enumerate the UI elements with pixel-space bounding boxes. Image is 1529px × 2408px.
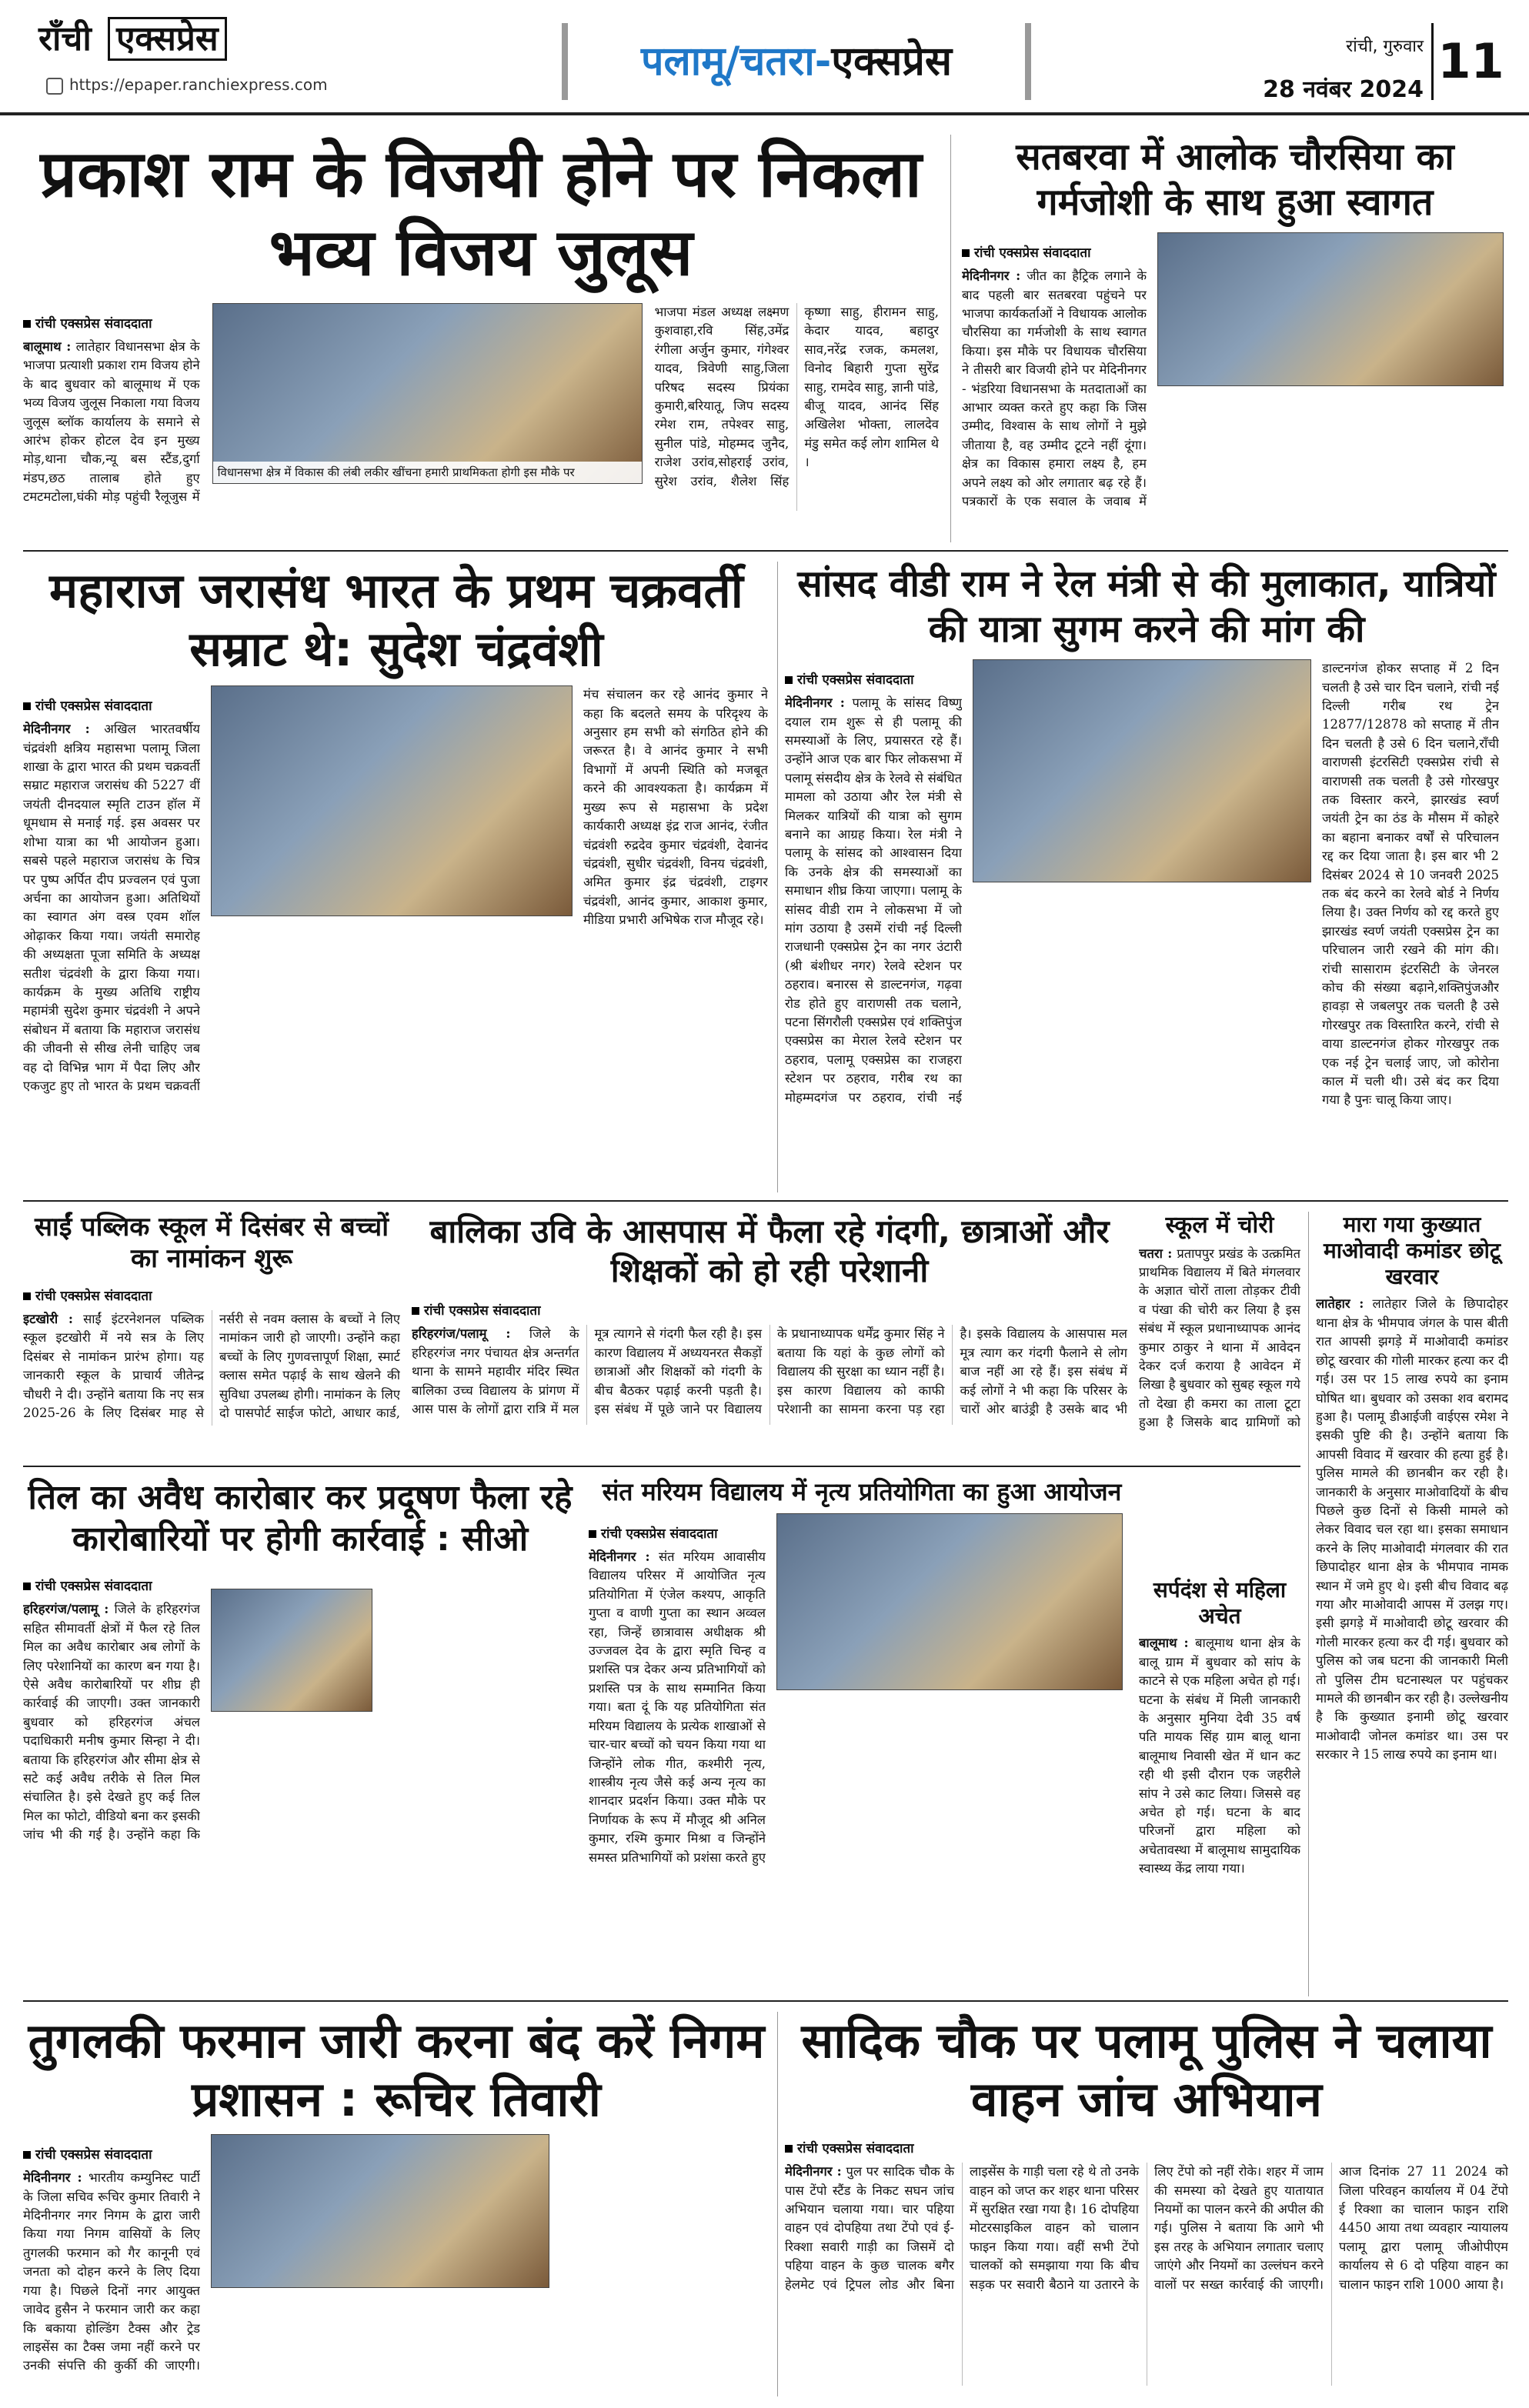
article-body — [589, 1548, 766, 1871]
article-text: भाजपा मंडल अध्यक्ष लक्ष्मण कुशवाहा,रवि सिंह,उमेंद्र रंगीला अर्जुन कुमार, गंगेश्वर यादव, त्रिवेणी साहु,जिला परिषद सदस्य प्रियंका कुमारी,बरियातू, जिप सदस्य रमेश राम, तपेश्वर साहु, सुनील पांडे, मोहम्मद जुनैद, राजेश उरांव,सोहराई उरांव, सुरेश उरांव, शैलेश सिंह कृष्णा साहु, हीरामन साहु, केदार यादव, बहादुर साव,नरेंद्र रजक, कमलश, विनोद बिहारी गुप्ता सुरेंद्र साहु, रामदेव साहु, ज्ञानी पांडे, बीजू यादव, आनंद सिंह अखिलेश भोक्ता, लालदेव मंडु समेत कई लोग शामिल थे । — [654, 304, 939, 489]
article-headline: सादिक चौक पर पलामू पुलिस ने चलाया वाहन जांच अभियान — [801, 2013, 1492, 2127]
article-municipal-order — [23, 2012, 770, 2396]
column-divider — [1308, 1212, 1309, 1996]
column-divider — [777, 2012, 778, 2396]
article-dateline: हरिहरगंज/पलामू : — [412, 1326, 511, 1342]
article-headline: तिल का अवैध कारोबार कर प्रदूषण फैला रहे कारोबारियों पर होगी कार्रवाई : सीओ — [28, 1478, 573, 1559]
article-byline: रांची एक्सप्रेस संवाददाता — [23, 1286, 400, 1304]
article-byline: रांची एक्सप्रेस संवाददाता — [23, 696, 200, 714]
article-body-continued — [655, 303, 939, 511]
welcome-photo — [1157, 232, 1504, 386]
article-text: लातेहार जिले के छिपादोहर थाना क्षेत्र के भीमपाव जंगल के पास बीती रात आपसी झगड़े में माओवादी कमांडर छोटू खरवार की गोली मारकर हत्या कर दी गई। उस पर 15 लाख रुपये का इनाम घोषित था। बुधवार को उसका शव बरामद हुआ है। पलामू डीआईजी वाईएस रमेश ने इसकी पुष्टि की है। उन्होंने बताया कि आपसी विवाद में खरवार की हत्या हुई है। पुलिस मामले की छानबीन कर रही है। जानकारी के अनुसार माओवादियों के बीच पिछले कुछ दिनों से किसी मामले को लेकर विवाद चल रहा था। इसका समाधान करने के लिए माओवादी मंगलवार की रात छिपादोहर थाना क्षेत्र के भीमपाव नामक स्थान में जमे हुए थे। इसी बीच विवाद बढ़ गया और माओवादी आपस में उलझ गए। इसी झगड़े में माओवादी छोटू खरवार की गोली मारकर हत्या कर दी गई। बुधवार को पुलिस को जब घटना की जानकारी मिली तो पुलिस टीम घटनास्थल पर पहुंचकर मामले की छानबीन कर रही है। उल्लेखनीय है कि कुख्यात इनामी छोटू खरवार माओवादी जोनल कमांडर था। उस पर सरकार ने 15 लाख रुपये का इनाम था। — [1316, 1296, 1508, 1763]
article-text: जीत का हैट्रिक लगाने के बाद पहली बार सतबरवा पहुंचने पर भाजपा कार्यकर्ताओं ने विधायक आलोक चौरसिया का गर्मजोशी के साथ स्वागत किया। इस मौके पर विधायक चौरसिया ने तीसरी बार विजयी होने पर मेदिनीनगर - भंडरिया विधानसभा के मतदाताओं का आभार व्यक्त करते हुए कहा कि जिस उम्मीद, विश्वास के साथ लोगों ने मुझे जीताया है, वह उम्मीद टूटने नहीं दूंगा। क्षेत्र का विकास हमारा लक्ष्य है, हम अपने लक्ष्य को ओर लगातार बढ़ रहे हैं। पत्रकारों के एक सवाल के जवाब में — [962, 268, 1147, 509]
article-text: लातेहार विधानसभा क्षेत्र के भाजपा प्रत्याशी प्रकाश राम विजय होने के बाद बुधवार को बालूमाथ में एक भव्य विजय जुलूस निकाला गया विजय जुलूस ब्लॉक कार्यालय के समाने से आरंभ होकर होटल देव इन मुख्य मोड़,थाना चौक,न्यू बस स्टैंड,दुर्गा मंडप,छठ तालाब होते हुए टमटमटोला,घंकी मोड़ पहुंची रैलूजुस में — [23, 339, 200, 505]
article-dateline: इटखोरी : — [23, 1311, 73, 1326]
article-text: बालूमाथ थाना क्षेत्र के बालू ग्राम में बुधवार को सांप के काटने से एक महिला अचेत हो गई। घटना के संबंध में मिली जानकारी के अनुसार मुनिया देवी 35 वर्ष पति मायक सिंह ग्राम बालू थाना बालूमाथ निवासी खेत में धान कट रही थी इसी दौरान एक जहरीले सांप ने उसे काट लिया। जिससे वह अचेत हो गई। घटना के बाद परिजनों द्वारा महिला को अचेतावस्था में बालूमाथ सामुदायिक स्वास्थ्य केंद्र लाया गया। — [1139, 1636, 1300, 1876]
article-dateline: लातेहार : — [1316, 1296, 1364, 1312]
article-text: पुल पर सादिक चौक के पास टेंपो स्टैंड के निकट सघन जांच अभियान चलाया गया। चार पहिया वाहन एवं दोपहिया तथा टेंपो एवं ई-रिक्शा सवारी गाड़ी का जिसमें दो पहिया वाहन के कुछ चालक बगैर हेलमेट एवं ट्रिपल लोड और बिना लाइसेंस के गाड़ी चला रहे थे तो उनके वाहन को जप्त कर शहर थाना परिसर में सुरक्षित रखा गया है। 16 दोपहिया मोटरसाइकिल वाहन को चालान फाइन किया गया। वहीं सभी टेंपो चालकों को समझाया गया कि बीच सड़क पर सवारी बैठाने या उतारने के लिए टेंपो को नहीं रोके। शहर में जाम की समस्या को देखते हुए यातायात नियमों का पालन करने की अपील की गई। पुलिस ने बताया कि आगे भी इस तरह के अभियान लगातार चलाए जाएंगे और नियमों का उल्लंघन करने वालों पर सख्त कार्रवाई की जाएगी। आज दिनांक 27 11 2024 को जिला परिवहन कार्यालय में 04 टेंपो ई रिक्शा का चालान फाइन राशि 4450 आया तथा व्यवहार न्यायालय पलामू द्वारा पलामू जीओपीएम कार्यालय से 6 दो पहिया वाहन का चालान फाइन राशि 1000 आया है। — [785, 2164, 1508, 2292]
article-headline: तुगलकी फरमान जारी करना बंद करें निगम प्रशासन : रूचिर तिवारी — [28, 2013, 765, 2127]
article-dateline: मेदिनीनगर : — [23, 2170, 82, 2186]
article-dance-competition — [589, 1477, 1135, 1993]
section-title-a: पलामू/चतरा- — [640, 38, 832, 85]
article-body — [962, 267, 1147, 513]
article-body — [412, 1325, 1127, 1425]
article-dateline: मेदिनीनगर : — [23, 722, 90, 737]
article-text: जिले के हरिहरगंज नगर पंचायत क्षेत्र अन्तर्गत थाना के सामने महावीर मंदिर स्थित बालिका उच्च विद्यालय के प्रांगण में आस पास के लोगों द्वारा रात्रि में मल मूत्र त्यागने से गंदगी फैल रही है। इस कारण विद्यालय में अध्ययनरत सैकड़ों छात्राओं और शिक्षकों को गंदगी के बीच बैठकर पढ़ाई करनी पड़ती है। इस संबंध में पूछे जाने पर विद्यालय के प्रधानाध्यापक धर्मेंद्र कुमार सिंह ने बताया कि यहां के कुछ लोगों को विद्यालय की सुरक्षा का ध्यान नहीं है। इस कारण विद्यालय को काफी परेशानी का सामना करना पड़ रहा है। इसके विद्यालय के आसपास मल मूत्र त्याग कर गंदगी फैलाने से लोग बाज नहीं आ रहे हैं। इस संबंध में कई लोगों ने भी कहा कि परिसर के चारों ओर बाउंड्री है उसके बाद भी — [412, 1326, 1127, 1417]
issue-date: 28 नवंबर 2024 — [1263, 76, 1424, 103]
section-divider — [23, 1466, 1300, 1467]
article-dateline: मेदिनीनगर : — [785, 2164, 842, 2180]
article-headline: मारा गया कुख्यात माओवादी कमांडर छोटू खरवार — [1323, 1212, 1501, 1290]
article-body-continued — [583, 685, 768, 1086]
article-vehicle-checking — [785, 2012, 1508, 2396]
article-body — [1316, 1295, 1508, 1972]
article-body — [23, 720, 200, 1105]
article-dateline: हरिहरगंज/पलामू : — [23, 1602, 109, 1617]
issue-dateline — [1200, 34, 1424, 104]
article-body — [23, 1310, 400, 1426]
article-headline: स्कूल में चोरी — [1165, 1212, 1274, 1239]
article-body — [23, 338, 200, 507]
photo-caption: विधानसभा क्षेत्र में विकास की लंबी लकीर खींचना हमारी प्राथमिकता होगी इस मौके पर — [213, 462, 642, 483]
brand-name-a: राँची — [38, 19, 92, 58]
article-body — [785, 2163, 1508, 2386]
article-dateline: चतरा : — [1139, 1246, 1173, 1261]
issue-city-day: रांची, गुरुवार — [1346, 37, 1424, 56]
article-byline: रांची एक्सप्रेस संवाददाता — [412, 1301, 1127, 1319]
article-text: डाल्टनगंज होकर सप्ताह में 2 दिन चलती है उसे चार दिन चलाने, रांची नई दिल्ली गरीब रथ ट्रेन 12877/12878 को सप्ताह में तीन दिन चलती है उसे 6 दिन चलाने,राँची वाराणसी इंटरसिटी एक्सप्रेस रांची से वाराणसी तक चलती है उसे गोरखपुर तक विस्तार करने, झारखंड स्वर्ण जयंती ट्रेन का ठंड के मौसम में कोहरे का बहाना बनाकर वर्षों से परिचालन रद्द कर दिया जाता है। इस बार भी 2 दिसंबर 2024 से 10 जनवरी 2025 तक बंद करने का रेलवे बोर्ड ने निर्णय लिया है। उक्त निर्णय को रद्द करते हुए झारखंड स्वर्ण जयंती एक्सप्रेस ट्रेन का परिचालन जारी रखने की मांग की। रांची सासाराम इंटरसिटी के जेनरल कोच की संख्या बढ़ाने,शक्तिपुंजऔर हावड़ा से जबलपुर तक चलती है उसे गोरखपुर तक विस्तारित करने, रांची से वाया डाल्टनगंज होकर गोरखपुर तक एक नई ट्रेन चलाई जाए, जो कोरोना काल में चली थी। उसे बंद कर दिया गया है पुनः चालू किया जाए। — [1322, 661, 1499, 1108]
article-girls-school-filth — [412, 1212, 1127, 1458]
article-byline: रांची एक्सप्रेस संवाददाता — [23, 1576, 200, 1594]
article-headline: संत मरियम विद्यालय में नृत्य प्रतियोगिता का हुआ आयोजन — [602, 1477, 1122, 1506]
article-body-continued — [1322, 659, 1499, 1121]
article-text: जिले के हरिहरगंज सहित सीमावर्ती क्षेत्रों में फैल रहे तिल मिल का अवैध कारोबार अब लोगों के लिए परेशानियों का कारण बन गया है। ऐसे अवैध कारोबारियों पर शीघ्र ही कार्रवाई की जाएगी। उक्त जानकारी बुधवार को हरिहरगंज अंचल पदाधिकारी मनीष कुमार सिन्हा ने दी। बताया कि हरिहरगंज और सीमा क्षेत्र से सटे कई अवैध तरीके से तिल मिल संचालित है। इसे देखते हुए कई तिल मिल का फोटो, वीडियो बना कर इसकी जांच भी की गई है। उन्होंने कहा कि — [23, 1602, 200, 1843]
press-meet-photo — [211, 2134, 549, 2288]
rally-photo — [212, 303, 643, 484]
article-body — [23, 2169, 200, 2392]
article-byline: रांची एक्सप्रेस संवाददाता — [785, 2139, 1508, 2156]
site-url-text: https://epaper.ranchiexpress.com — [69, 75, 328, 94]
article-headline: महाराज जरासंध भारत के प्रथम चक्रवर्ती सम्राट थे: सुदेश चंद्रवंशी — [49, 562, 743, 677]
masthead — [0, 0, 1529, 115]
article-body — [1139, 1634, 1300, 1957]
article-chaurasia-welcome — [962, 135, 1508, 542]
dance-photo — [776, 1513, 1123, 1690]
section-divider — [23, 1200, 1508, 1202]
section-divider — [23, 550, 1508, 552]
article-text: पलामू के सांसद विष्णु दयाल राम शुरू से ही पलामू की समस्याओं के लिए, प्रयासरत रहे हैं। उन्होंने आज एक बार फिर लोकसभा में पलामू संसदीय क्षेत्र के रेलवे से संबंधित मामला को उठाया और रेल मंत्री से मिलकर यात्रियों की यात्रा को सुगम बनाने का आग्रह किया। रेल मंत्री ने पलामू के सांसद को आश्वासन दिया कि उनके क्षेत्र की समस्याओं का समाधान शीघ्र किया जाएगा। पलामू के सांसद वीडी राम ने लोकसभा में जो मांग उठाया है उसमें रांची नई दिल्ली राजधानी एक्सप्रेस ट्रेन का नगर उंटारी (श्री बंशीधर नगर) रेलवे स्टेशन पर ठहराव। बनारस से डाल्टनगंज, गढ़वा रोड होते हुए वाराणसी तक चलाने, पटना सिंगरौली एक्सप्रेस एवं शक्तिपुंज एक्सप्रेस का मेराल रेलवे स्टेशन पर ठहराव, पलामू एक्सप्रेस का राजहरा स्टेशन पर ठहराव, गरीब रथ का मोहम्मदगंज पर ठहराव, रांची नई — [785, 695, 962, 1105]
section-title — [562, 23, 1031, 100]
article-text: भारतीय कम्युनिस्ट पार्टी के जिला सचिव रूचिर कुमार तिवारी ने मेदिनीनगर नगर निगम के द्वारा जारी किया गया निगम वासियों के लिए तुगलकी फरमान को गैर कानूनी एवं जनता को दोहन करने के लिए दिया गया है। पिछले दिनों नगर आयुक्त जावेद हुसैन ने फरमान जारी कर कहा कि बकाया होल्डिंग टैक्स और ट्रेड लाइसेंस का टैक्स जमा नहीं करने पर उनकी संपत्ति की कुर्की की जाएगी। — [23, 2170, 200, 2373]
page-number: 11 — [1431, 23, 1508, 100]
article-dateline: बालूमाथ : — [1139, 1636, 1189, 1651]
article-byline: रांची एक्सप्रेस संवाददाता — [23, 314, 200, 332]
jayanti-photo — [211, 685, 573, 916]
article-sesame-mills-action — [23, 1477, 577, 1993]
article-headline: बालिका उवि के आसपास में फैला रहे गंदगी, छात्राओं और शिक्षकों को हो रही परेशानी — [429, 1212, 1110, 1290]
article-dateline: बालूमाथ : — [23, 339, 72, 354]
article-maoist-killed — [1316, 1212, 1508, 1996]
article-school-theft — [1139, 1212, 1300, 1458]
article-byline: रांची एक्सप्रेस संवाददाता — [785, 670, 962, 688]
globe-icon — [46, 78, 63, 95]
section-title-b: एक्सप्रेस — [831, 38, 952, 85]
article-snakebite — [1139, 1577, 1300, 1993]
column-divider — [950, 135, 951, 542]
article-text: अखिल भारतवर्षीय चंद्रवंशी क्षत्रिय महासभा पलामू जिला शाखा के द्वारा भारत की प्रथम चक्रवर्ती सम्राट महाराज जरासंध की 5227 वीं जयंती दीनदयाल स्मृति टाउन हॉल में धूमधाम से मनाई गई. इस अवसर पर शोभा यात्रा का भी आयोजन हुआ। सबसे पहले महाराज जरासंध के चित्र पर पुष्प अर्पित दीप प्रज्वलन एवं पुजा अर्चना का आयोजन हुआ। अतिथियों का स्वागत अंग वस्त्र एवम शॉल ओढ़ाकर किया गया। जयंती समारोह की अध्यक्षता पूजा समिति के अध्यक्ष सतीश चंद्रवंशी के द्वारा किया गया। कार्यक्रम के मुख्य अतिथि राष्ट्रीय महामंत्री सुदेश कुमार चंद्रवंशी ने अपने संबोधन में बताया कि महाराज जरासंध की जीवनी से सीख लेनी चाहिए जब वह दो विभिन्न भाग में पैदा लिए और एकजुट हुए तो भारत के प्रथम चक्रवर्ती — [23, 722, 200, 1093]
column-divider — [777, 562, 778, 1192]
article-victory-rally — [23, 135, 939, 542]
article-text: साईं इंटरनेशनल पब्लिक स्कूल इटखोरी में नये सत्र के लिए दिसंबर से नामांकन प्रारंभ होगा। यह जानकारी स्कूल के प्राचार्य जीतेन्द्र चौधरी ने दी। उन्होंने बताया कि नए सत्र 2025-26 के लिए दिसंबर माह से नर्सरी से नवम क्लास के बच्चों ने लिए नामांकन जारी हो जाएगी। उन्होंने कहा बच्चों के लिए गुणवत्तापूर्ण शिक्षा, स्मार्ट क्लास समेत पढ़ाई के साथ खेलने की सुविधा उपलब्ध होगी। नामांकन के लिए दो पासपोर्ट साईज फोटो, आधार कार्ड, — [23, 1311, 400, 1420]
article-headline: साईं पब्लिक स्कूल में दिसंबर से बच्चों का नामांकन शुरू — [34, 1212, 389, 1275]
article-body — [1139, 1245, 1300, 1445]
article-byline: रांची एक्सप्रेस संवाददाता — [23, 2145, 200, 2163]
article-text: प्रतापपुर प्रखंड के उत्क्रमित प्राथमिक विद्यालय में बिते मंगलवार के अज्ञात चोरों ताला तोड़कर टीवी व पंखा की चोरी कर लिया है इस संबंध में स्कूल प्रधानाध्यापक आनंद कुमार ठाकुर ने थाना में आवेदन देकर दर्ज कराया है आवेदन में लिखा है बुधवार को सुबह स्कूल गये तो देखा ही कमरा का ताला टूटा हुआ है जिसके बाद ग्रामिणों को — [1139, 1246, 1300, 1430]
article-dateline: मेदिनीनगर : — [962, 268, 1021, 284]
brand-name-b: एक्सप्रेस — [108, 17, 227, 61]
article-dateline: मेदिनीनगर : — [589, 1549, 650, 1565]
article-school-admission — [23, 1212, 400, 1458]
article-dateline: मेदिनीनगर : — [785, 695, 845, 711]
article-text: संत मरियम आवासीय विद्यालय परिसर में आयोजित नृत्य प्रतियोगिता में एंजेल कश्यप, आकृति गुप्ता व वाणी गुप्ता का स्थान अव्वल रहा, जिन्हें छात्रावास अधीक्षक श्री उज्जवल देव के द्वारा स्मृति चिन्ह व प्रशस्ति पत्र देकर अन्य प्रतिभागियों को प्रशस्ति पत्र के साथ सम्मानित किया गया। बता दूं कि यह प्रतियोगिता संत मरियम विद्यालय के प्रत्येक शाखाओं से चार-चार बच्चों को चयन किया गया था जिन्होंने लोक गीत, कश्मीरी नृत्य, शास्त्रीय नृत्य जैसे कई अन्य नृत्य का शानदार प्रदर्शन किया। उक्त मौके पर निर्णायक के रूप में मौजूद श्री अनिल कुमार, रश्मि कुमार मिश्रा व जिन्होंने समस्त प्रतिभागियों को प्रशंसा करते हुए — [589, 1549, 766, 1865]
brand-logo — [38, 14, 227, 60]
article-headline: सर्पदंश से महिला अचेत — [1153, 1577, 1287, 1629]
article-headline: प्रकाश राम के विजयी होने पर निकला भव्य विजय जुलूस — [40, 136, 922, 291]
article-headline: सांसद वीडी राम ने रेल मंत्री से की मुलाकात, यात्रियों की यात्रा सुगम करने की मांग की — [797, 562, 1496, 651]
article-jarasandh-jayanti — [23, 562, 770, 1192]
article-byline: रांची एक्सप्रेस संवाददाता — [962, 243, 1147, 261]
article-headline: सतबरवा में आलोक चौरसिया का गर्मजोशी के साथ हुआ स्वागत — [1016, 135, 1454, 224]
site-url[interactable] — [46, 75, 328, 95]
article-byline: रांची एक्सप्रेस संवाददाता — [589, 1524, 766, 1542]
article-body — [785, 694, 962, 1125]
article-body — [23, 1600, 200, 1854]
section-divider — [23, 2000, 1508, 2002]
article-mp-railway-minister — [785, 562, 1508, 1192]
official-portrait — [211, 1589, 372, 1712]
article-text: मंच संचालन कर रहे आनंद कुमार ने कहा कि बदलते समय के परिदृश्य के अनुसार हम सभी को संगठित होने की जरूरत है। वे आनंद कुमार ने सभी विभागों में अपनी स्थिति को मजबूत करने की आवश्यकता है। कार्यक्रम में मुख्य रूप से महासभा के प्रदेश कार्यकारी अध्यक्ष इंद्र राज आनंद, रंजीत चंद्रवंशी रुद्रदेव कुमार चंद्रवंशी, देवानंद चंद्रवंशी, सुधीर चंद्रवंशी, विनय चंद्रवंशी, अमित कुमार इंद्र चंद्रवंशी, टाइगर चंद्रवंशी, आनंद कुमार, आकाश कुमार, मीडिया प्रभारी अभिषेक राज मौजूद रहे। — [583, 687, 768, 928]
meeting-photo — [973, 659, 1311, 882]
